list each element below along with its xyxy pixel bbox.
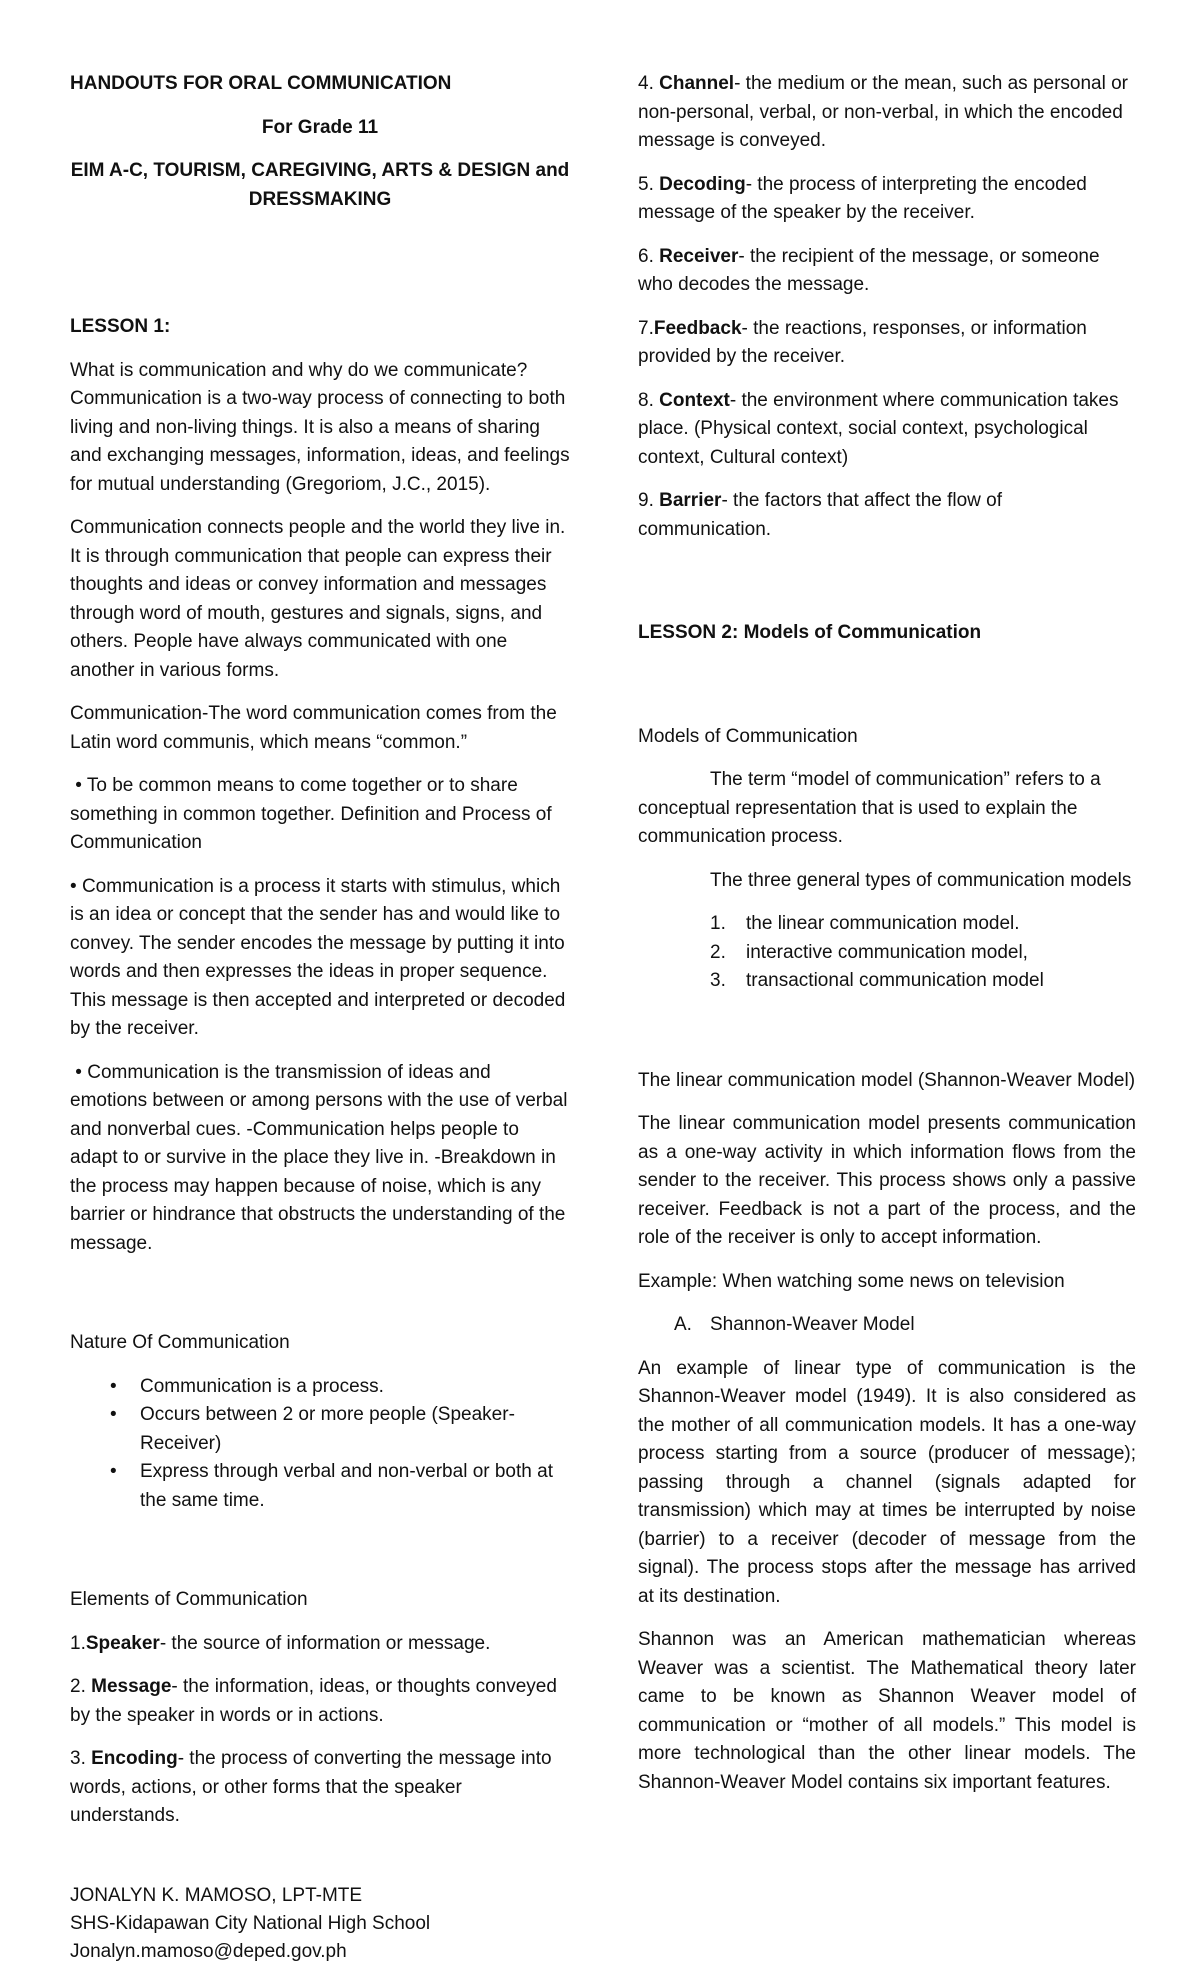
element-item: 4. Channel- the medium or the mean, such as personal or non-personal, verbal, or non-verbal, in which the encoded message is conveyed.: [638, 73, 1128, 151]
bullet-icon: •: [110, 1404, 117, 1425]
school-name: SHS-Kidapawan City National High School: [70, 1913, 431, 1934]
lesson1-heading: LESSON 1:: [70, 316, 171, 337]
element-item: 5. Decoding- the process of interpreting the encoded message of the speaker by the receiver.: [638, 173, 1087, 223]
lesson2-paragraph: The term “model of communication” refers to a conceptual representation that is used to explain the communication process.: [638, 769, 1101, 847]
author-name: JONALYN K. MAMOSO, LPT-MTE: [70, 1885, 363, 1906]
bullet-icon: •: [75, 775, 82, 796]
right-column: [638, 70, 1136, 1812]
models-heading: Models of Communication: [638, 725, 858, 747]
linear-model-paragraph: The linear communication model presents communication as a one-way activity in which information flows from the sender to the receiver. This process shows only a passive receiver. Feedback is not a part of the process, and the role of the receiver is only to accept information.: [638, 1113, 1136, 1248]
list-item: • Communication is a process.: [70, 1373, 570, 1402]
linear-model-heading: The linear communication model (Shannon-Weaver Model): [638, 1069, 1136, 1091]
element-item: 2. Message- the information, ideas, or thoughts conveyed by the speaker in words or in actions.: [70, 1676, 557, 1726]
strands-line: EIM A-C, TOURISM, CAREGIVING, ARTS & DESIGN and DRESSMAKING: [70, 160, 570, 210]
list-item: • Occurs between 2 or more people (Speaker-Receiver): [70, 1401, 570, 1458]
grade-line: For Grade 11: [261, 116, 379, 138]
elements-heading: Elements of Communication: [70, 1589, 308, 1610]
bullet-icon: •: [110, 1375, 117, 1397]
element-item: 9. Barrier- the factors that affect the flow of communication.: [638, 490, 1003, 540]
element-item: 3. Encoding- the process of converting the message into words, actions, or other forms that the speaker understands.: [70, 1748, 552, 1826]
document-title: HANDOUTS FOR ORAL COMMUNICATION: [70, 73, 452, 94]
nature-heading: Nature Of Communication: [70, 1332, 290, 1353]
example-line: Example: When watching some news on television: [638, 1270, 1065, 1292]
subsection-title: A. Shannon-Weaver Model: [674, 1314, 915, 1335]
list-item: 3. transactional communication model: [710, 970, 1044, 991]
author-footer: [70, 1882, 570, 1966]
bullet-icon: •: [75, 1061, 82, 1083]
shannon-weaver-paragraph: An example of linear type of communication is the Shannon-Weaver model (1949). It is also considered as the mother of all communication models. It has a one‐way process starting from a source (producer of message); passing through a channel (signals adapted for transmission) which may at times be interrupted by noise (barrier) to a receiver (decoder of message from the signal). The process stops after the message has arrived at its destination.: [638, 1357, 1136, 1607]
lesson1-paragraph: Communication connects people and the world they live in. It is through communication that people can express their thoughts and ideas or convey information and messages through word of mouth, gestures and signals, signs, and others. People have always communicated with one another in various forms.: [70, 517, 566, 681]
list-item: • Express through verbal and non-verbal or both at the same time.: [70, 1458, 570, 1515]
element-item: 6. Receiver- the recipient of the message, or someone who decodes the message.: [638, 245, 1100, 295]
left-column: [70, 70, 570, 1846]
lesson2-paragraph: The three general types of communication models: [710, 869, 1132, 891]
bullet-icon: •: [110, 1461, 117, 1482]
model-types-list: [638, 910, 1136, 996]
list-item: 2. interactive communication model,: [710, 941, 1028, 963]
list-item: 1. the linear communication model.: [710, 913, 1020, 934]
element-item: 8. Context- the environment where communication takes place. (Physical context, social context, psychological context, Cultural context): [638, 389, 1119, 468]
shannon-weaver-paragraph: Shannon was an American mathematician whereas Weaver was a scientist. The Mathematical theory later came to be known as Shannon Weaver model of communication or “mother of all models.” This model is more technological than the other linear models. The Shannon-Weaver Model contains six important features.: [638, 1629, 1136, 1793]
author-email: Jonalyn.mamoso@deped.gov.ph: [70, 1941, 347, 1962]
element-item: 7.Feedback- the reactions, responses, or information provided by the receiver.: [638, 317, 1087, 367]
lesson1-paragraph: What is communication and why do we communicate? Communication is a two-way process of connecting to both living and non-living things. It is also a means of sharing and exchanging messages, information, ideas, and feelings for mutual understanding (Gregoriom, J.C., 2015).: [70, 359, 570, 495]
lesson2-heading: LESSON 2: Models of Communication: [638, 622, 982, 643]
bullet-icon: •: [70, 875, 77, 897]
lesson1-paragraph: Communication-The word communication comes from the Latin word communis, which means “common.”: [70, 703, 557, 753]
nature-list: [70, 1373, 570, 1516]
bullet-paragraph: • Communication is the transmission of ideas and emotions between or among persons with the use of verbal and nonverbal cues. -Communication helps people to adapt to or survive in the place they live in. -Breakdown in the process may happen because of noise, which is any barrier or hindrance that obstructs the understanding of the message.: [70, 1061, 568, 1254]
bullet-paragraph: • To be common means to come together or to share something in common together. Definition and Process of Communication: [70, 775, 552, 853]
element-item: 1.Speaker- the source of information or message.: [70, 1632, 491, 1654]
bullet-paragraph: • Communication is a process it starts with stimulus, which is an idea or concept that the sender has and would like to convey. The sender encodes the message by putting it into words and then expresses the ideas in proper sequence. This message is then accepted and interpreted or decoded by the receiver.: [70, 875, 566, 1039]
